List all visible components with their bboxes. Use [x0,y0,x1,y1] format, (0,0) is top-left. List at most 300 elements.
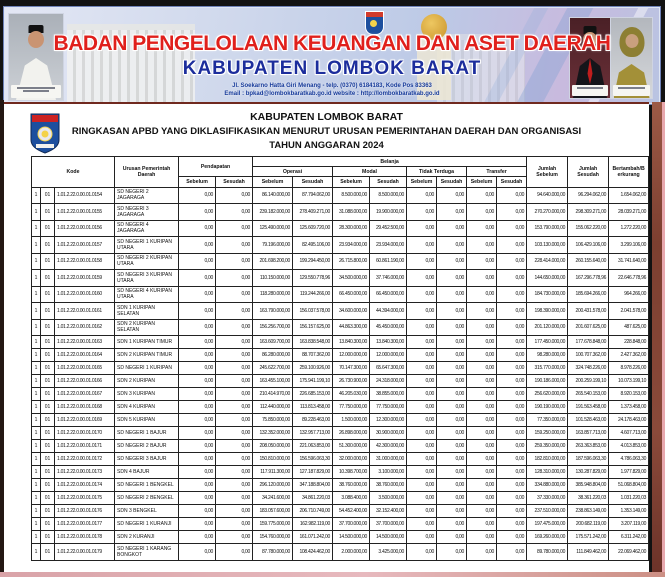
lombok-barat-logo [30,113,60,154]
cell-bertambah-berkurang: 4.786.063,30 [609,453,649,466]
table-row [32,453,649,466]
table-row [32,518,649,531]
cell-urusan: SDN 4 KURIPAN [115,401,179,414]
cell-kode: 1.01.2.22.0.00.01.0163 [55,336,115,349]
document-title-block [4,104,649,151]
cell-bidang: 01 [41,544,55,561]
cell-tidak-terduga-sesudah: 0,00 [437,544,467,561]
cell-bidang: 01 [41,319,55,336]
cell-no: 1 [32,505,41,518]
cell-modal-sebelum: 54.452.400,00 [333,505,370,518]
cell-jumlah-sebelum: 159.250.000,00 [527,427,568,440]
cell-modal-sebelum: 23.934.000,00 [333,237,370,254]
cell-modal-sebelum: 10.398.700,00 [333,466,370,479]
doc-title-main: RINGKASAN APBD YANG DIKLASIFIKASIKAN MENURUT URUSAN PEMERINTAHAN DAERAH DAN ORGANISASI [71,126,582,137]
cell-transfer-sesudah: 0,00 [497,286,527,303]
table-row [32,336,649,349]
cell-jumlah-sesudah: 200.431.578,00 [568,303,609,320]
header-kode: Kode [32,157,115,188]
table-row [32,401,649,414]
cell-operasi-sesudah: 89.228.463,00 [293,414,333,427]
header-jumlah-sesudah: Jumlah Sesudah [568,157,609,188]
cell-kode: 1.01.2.22.0.00.01.0162 [55,319,115,336]
cell-bertambah-berkurang: 22.069.462,00 [609,544,649,561]
cell-transfer-sebelum: 0,00 [467,492,497,505]
cell-transfer-sebelum: 0,00 [467,466,497,479]
cell-no: 1 [32,303,41,320]
cell-no: 1 [32,336,41,349]
cell-tidak-terduga-sebelum: 0,00 [407,204,437,221]
cell-operasi-sebelum: 110.150.000,00 [253,270,293,287]
cell-tidak-terduga-sesudah: 0,00 [437,453,467,466]
cell-pendapatan-sesudah: 0,00 [216,479,253,492]
cell-jumlah-sesudah: 298.309.271,00 [568,204,609,221]
cell-tidak-terduga-sesudah: 0,00 [437,204,467,221]
cell-operasi-sebelum: 132.352.000,00 [253,427,293,440]
cell-kode: 1.01.2.22.0.00.01.0156 [55,220,115,237]
cell-no: 1 [32,204,41,221]
cell-transfer-sebelum: 0,00 [467,237,497,254]
cell-no: 1 [32,220,41,237]
table-row [32,427,649,440]
cell-modal-sebelum: 26.898.000,00 [333,427,370,440]
table-row [32,270,649,287]
cell-modal-sebelum: 8.500.000,00 [333,187,370,204]
cell-transfer-sebelum: 0,00 [467,319,497,336]
cell-no: 1 [32,479,41,492]
cell-jumlah-sebelum: 89.780.000,00 [527,544,568,561]
cell-transfer-sebelum: 0,00 [467,518,497,531]
cell-tidak-terduga-sesudah: 0,00 [437,492,467,505]
cell-urusan: SDN 2 KURANJI [115,531,179,544]
cell-urusan: SDN 3 KURIPAN [115,388,179,401]
cell-operasi-sebelum: 245.622.700,00 [253,362,293,375]
cell-operasi-sebelum: 34.241.600,00 [253,492,293,505]
table-row [32,286,649,303]
cell-operasi-sesudah: 129.550.778,96 [293,270,333,287]
cell-operasi-sebelum: 154.760.000,00 [253,531,293,544]
cell-pendapatan-sebelum: 0,00 [179,303,216,320]
cell-operasi-sebelum: 75.850.000,00 [253,414,293,427]
cell-pendapatan-sebelum: 0,00 [179,401,216,414]
table-row [32,204,649,221]
cell-kode: 1.01.2.22.0.00.01.0172 [55,453,115,466]
table-row [32,479,649,492]
cell-modal-sebelum: 34.500.000,00 [333,270,370,287]
cell-pendapatan-sesudah: 0,00 [216,237,253,254]
cell-jumlah-sesudah: 96.294.062,00 [568,187,609,204]
cell-operasi-sesudah: 34.861.220,03 [293,492,333,505]
cell-bidang: 01 [41,204,55,221]
cell-modal-sebelum: 70.147.300,00 [333,362,370,375]
cell-transfer-sebelum: 0,00 [467,479,497,492]
cell-tidak-terduga-sebelum: 0,00 [407,220,437,237]
cell-operasi-sebelum: 163.609.700,00 [253,336,293,349]
table-row [32,253,649,270]
cell-urusan: SD NEGERI 4 JAGARAGA [115,220,179,237]
cell-tidak-terduga-sebelum: 0,00 [407,388,437,401]
table-row [32,544,649,561]
cell-urusan: SD NEGERI 2 KURIPAN UTARA [115,253,179,270]
cell-modal-sebelum: 46.205.030,00 [333,388,370,401]
header-urusan: Urusan Pemerintah Daerah [115,157,179,188]
cell-operasi-sebelum: 159.775.000,00 [253,518,293,531]
cell-bertambah-berkurang: 6.311.242,00 [609,531,649,544]
cell-kode: 1.01.2.22.0.00.01.0155 [55,204,115,221]
cell-jumlah-sesudah: 260.155.640,00 [568,253,609,270]
header-bertambah-berkurang: Bertambah/Berkurang [609,157,649,188]
cell-bertambah-berkurang: 8.978.226,00 [609,362,649,375]
cell-no: 1 [32,253,41,270]
cell-modal-sesudah: 3.425.000,00 [370,544,407,561]
cell-urusan: SDN 1 KURIPAN SELATAN [115,303,179,320]
cell-pendapatan-sesudah: 0,00 [216,518,253,531]
cell-jumlah-sesudah: 101.528.463,00 [568,414,609,427]
cell-bertambah-berkurang: 1.654.062,00 [609,187,649,204]
cell-modal-sebelum: 51.300.000,00 [333,440,370,453]
cell-jumlah-sesudah: 100.707.362,00 [568,349,609,362]
cell-modal-sesudah: 37.746.000,00 [370,270,407,287]
cell-bidang: 01 [41,466,55,479]
agency-subtitle: KABUPATEN LOMBOK BARAT [182,58,482,79]
header-sesudah: Sesudah [216,177,253,187]
cell-operasi-sesudah: 206.710.749,00 [293,505,333,518]
cell-no: 1 [32,319,41,336]
cell-bidang: 01 [41,349,55,362]
cell-pendapatan-sesudah: 0,00 [216,204,253,221]
address-line-1: Jl. Soekarno Hatta Giri Menang - telp. (0370) 6184183, Kode Pos 83363 [232,83,432,89]
cell-modal-sesudah: 42.300.000,00 [370,440,407,453]
cell-transfer-sesudah: 0,00 [497,388,527,401]
cell-tidak-terduga-sesudah: 0,00 [437,270,467,287]
cell-bertambah-berkurang: 1.373.458,00 [609,401,649,414]
cell-kode: 1.01.2.22.0.00.01.0158 [55,253,115,270]
cell-transfer-sesudah: 0,00 [497,518,527,531]
cell-kode: 1.01.2.22.0.00.01.0169 [55,414,115,427]
cell-no: 1 [32,237,41,254]
cell-pendapatan-sebelum: 0,00 [179,492,216,505]
header-sesudah: Sesudah [293,177,333,187]
cell-operasi-sesudah: 175.941.199,10 [293,375,333,388]
cell-jumlah-sesudah: 130.287.829,00 [568,466,609,479]
cell-bertambah-berkurang: 228.848,00 [609,336,649,349]
cell-transfer-sebelum: 0,00 [467,531,497,544]
cell-bertambah-berkurang: 1.031.220,03 [609,492,649,505]
cell-pendapatan-sesudah: 0,00 [216,286,253,303]
cell-jumlah-sebelum: 153.790.000,00 [527,220,568,237]
header-pendapatan: Pendapatan [179,157,253,177]
cell-tidak-terduga-sebelum: 0,00 [407,440,437,453]
cell-modal-sesudah: 13.840.300,00 [370,336,407,349]
cell-modal-sesudah: 44.394.000,00 [370,303,407,320]
cell-jumlah-sesudah: 191.563.458,00 [568,401,609,414]
cell-transfer-sebelum: 0,00 [467,286,497,303]
cell-bertambah-berkurang: 10.073.199,10 [609,375,649,388]
cell-pendapatan-sebelum: 0,00 [179,479,216,492]
cell-pendapatan-sesudah: 0,00 [216,319,253,336]
cell-transfer-sesudah: 0,00 [497,440,527,453]
cell-bidang: 01 [41,375,55,388]
cell-operasi-sesudah: 156.037.578,00 [293,303,333,320]
cell-kode: 1.01.2.22.0.00.01.0171 [55,440,115,453]
cell-tidak-terduga-sebelum: 0,00 [407,336,437,349]
cell-bertambah-berkurang: 2.041.578,00 [609,303,649,320]
cell-transfer-sesudah: 0,00 [497,187,527,204]
cell-jumlah-sesudah: 106.429.106,00 [568,237,609,254]
cell-bidang: 01 [41,414,55,427]
cell-kode: 1.01.2.22.0.00.01.0177 [55,518,115,531]
cell-operasi-sesudah: 199.294.450,00 [293,253,333,270]
cell-modal-sebelum: 12.000.000,00 [333,349,370,362]
table-row [32,319,649,336]
cell-operasi-sebelum: 86.280.000,00 [253,349,293,362]
cell-transfer-sesudah: 0,00 [497,204,527,221]
cell-pendapatan-sebelum: 0,00 [179,440,216,453]
cell-pendapatan-sebelum: 0,00 [179,253,216,270]
header-operasi: Operasi [253,167,333,177]
agency-title: BADAN PENGELOLAAN KEUANGAN DAN ASET DAERAH [53,32,611,55]
cell-operasi-sesudah: 82.495.106,00 [293,237,333,254]
cell-transfer-sebelum: 0,00 [467,427,497,440]
cell-modal-sebelum: 66.450.000,00 [333,286,370,303]
cell-tidak-terduga-sebelum: 0,00 [407,518,437,531]
header-sebelum: Sebelum [407,177,437,187]
cell-tidak-terduga-sesudah: 0,00 [437,375,467,388]
page-edge-bottom [0,572,665,577]
cell-transfer-sesudah: 0,00 [497,253,527,270]
cell-kode: 1.01.2.22.0.00.01.0167 [55,388,115,401]
cell-kode: 1.01.2.22.0.00.01.0174 [55,479,115,492]
cell-modal-sesudah: 45.450.000,00 [370,319,407,336]
cell-modal-sebelum: 38.760.000,00 [333,479,370,492]
cell-modal-sesudah: 24.318.000,00 [370,375,407,388]
cell-pendapatan-sesudah: 0,00 [216,253,253,270]
cell-tidak-terduga-sesudah: 0,00 [437,531,467,544]
doc-title-region: KABUPATEN LOMBOK BARAT [250,111,403,123]
cell-tidak-terduga-sesudah: 0,00 [437,286,467,303]
cell-modal-sesudah: 3.100.000,00 [370,466,407,479]
cell-jumlah-sebelum: 190.186.000,00 [527,375,568,388]
cell-tidak-terduga-sesudah: 0,00 [437,336,467,349]
cell-urusan: SDN 1 KURIPAN TIMUR [115,336,179,349]
cell-jumlah-sebelum: 103.130.000,00 [527,237,568,254]
cell-tidak-terduga-sesudah: 0,00 [437,479,467,492]
cell-pendapatan-sesudah: 0,00 [216,388,253,401]
cell-urusan: SD NEGERI 2 BAJUR [115,440,179,453]
cell-modal-sebelum: 32.000.000,00 [333,453,370,466]
cell-no: 1 [32,440,41,453]
cell-modal-sesudah: 3.500.000,00 [370,492,407,505]
cell-tidak-terduga-sesudah: 0,00 [437,303,467,320]
cell-tidak-terduga-sebelum: 0,00 [407,401,437,414]
cell-pendapatan-sebelum: 0,00 [179,427,216,440]
cell-transfer-sebelum: 0,00 [467,220,497,237]
table-row [32,388,649,401]
cell-operasi-sesudah: 108.424.462,00 [293,544,333,561]
cell-pendapatan-sebelum: 0,00 [179,531,216,544]
cell-tidak-terduga-sebelum: 0,00 [407,479,437,492]
cell-bertambah-berkurang: 1.977.829,00 [609,466,649,479]
cell-bidang: 01 [41,479,55,492]
cell-jumlah-sebelum: 334.880.000,00 [527,479,568,492]
cell-modal-sebelum: 2.000.000,00 [333,544,370,561]
cell-pendapatan-sebelum: 0,00 [179,319,216,336]
cell-kode: 1.01.2.22.0.00.01.0154 [55,187,115,204]
cell-tidak-terduga-sebelum: 0,00 [407,505,437,518]
cell-modal-sebelum: 14.500.000,00 [333,531,370,544]
cell-bertambah-berkurang: 28.039.271,00 [609,204,649,221]
cell-operasi-sebelum: 112.440.000,00 [253,401,293,414]
cell-jumlah-sebelum: 315.770.000,00 [527,362,568,375]
cell-jumlah-sesudah: 238.863.149,00 [568,505,609,518]
cell-pendapatan-sesudah: 0,00 [216,336,253,349]
cell-operasi-sebelum: 117.911.300,00 [253,466,293,479]
cell-no: 1 [32,375,41,388]
cell-jumlah-sesudah: 177.678.848,00 [568,336,609,349]
cell-modal-sebelum: 44.863.300,00 [333,319,370,336]
cell-jumlah-sesudah: 265.540.153,00 [568,388,609,401]
cell-tidak-terduga-sesudah: 0,00 [437,388,467,401]
cell-bidang: 01 [41,492,55,505]
cell-bidang: 01 [41,220,55,237]
cell-kode: 1.01.2.22.0.00.01.0160 [55,286,115,303]
cell-pendapatan-sesudah: 0,00 [216,375,253,388]
cell-no: 1 [32,531,41,544]
cell-bertambah-berkurang: 3.207.119,00 [609,518,649,531]
cell-urusan: SD NEGERI 3 JAGARAGA [115,204,179,221]
cell-tidak-terduga-sesudah: 0,00 [437,401,467,414]
cell-transfer-sebelum: 0,00 [467,453,497,466]
cell-tidak-terduga-sesudah: 0,00 [437,440,467,453]
cell-pendapatan-sebelum: 0,00 [179,453,216,466]
cell-modal-sesudah: 8.500.000,00 [370,187,407,204]
cell-operasi-sebelum: 79.196.000,00 [253,237,293,254]
cell-jumlah-sebelum: 177.450.000,00 [527,336,568,349]
cell-jumlah-sesudah: 38.361.220,03 [568,492,609,505]
cell-jumlah-sebelum: 237.510.000,00 [527,505,568,518]
cell-jumlah-sesudah: 167.296.778,96 [568,270,609,287]
cell-no: 1 [32,286,41,303]
table-row [32,375,649,388]
header-jumlah-sebelum: Jumlah Sebelum [527,157,568,188]
cell-no: 1 [32,401,41,414]
table-row [32,466,649,479]
cell-operasi-sebelum: 296.120.000,00 [253,479,293,492]
cell-transfer-sebelum: 0,00 [467,270,497,287]
cell-urusan: SD NEGERI 1 KURIPAN UTARA [115,237,179,254]
cell-jumlah-sebelum: 190.190.000,00 [527,401,568,414]
cell-pendapatan-sebelum: 0,00 [179,270,216,287]
cell-bidang: 01 [41,518,55,531]
cell-jumlah-sebelum: 259.350.000,00 [527,440,568,453]
cell-operasi-sesudah: 156.596.063,30 [293,453,333,466]
agency-banner [4,7,660,104]
cell-urusan: SD NEGERI 2 JAGARAGA [115,187,179,204]
cell-jumlah-sesudah: 263.363.853,00 [568,440,609,453]
cell-pendapatan-sebelum: 0,00 [179,518,216,531]
cell-bidang: 01 [41,427,55,440]
cell-modal-sesudah: 12.000.000,00 [370,349,407,362]
cell-operasi-sesudah: 125.609.720,00 [293,220,333,237]
cell-modal-sesudah: 77.750.000,00 [370,401,407,414]
cell-jumlah-sebelum: 270.270.000,00 [527,204,568,221]
cell-pendapatan-sesudah: 0,00 [216,453,253,466]
cell-kode: 1.01.2.22.0.00.01.0176 [55,505,115,518]
doc-title-year: TAHUN ANGGARAN 2024 [269,140,384,151]
cell-operasi-sesudah: 347.188.804,00 [293,479,333,492]
cell-kode: 1.01.2.22.0.00.01.0173 [55,466,115,479]
cell-pendapatan-sesudah: 0,00 [216,466,253,479]
cell-tidak-terduga-sesudah: 0,00 [437,362,467,375]
cell-no: 1 [32,466,41,479]
cell-bidang: 01 [41,401,55,414]
cell-transfer-sesudah: 0,00 [497,427,527,440]
cell-tidak-terduga-sesudah: 0,00 [437,505,467,518]
cell-urusan: SDN 2 KURIPAN [115,375,179,388]
report-document [4,102,649,574]
cell-operasi-sebelum: 150.810.000,00 [253,453,293,466]
cell-tidak-terduga-sesudah: 0,00 [437,237,467,254]
cell-tidak-terduga-sesudah: 0,00 [437,466,467,479]
cell-tidak-terduga-sesudah: 0,00 [437,187,467,204]
cell-modal-sebelum: 1.500.000,00 [333,414,370,427]
cell-bidang: 01 [41,362,55,375]
page-edge-right [652,102,662,572]
header-sebelum: Sebelum [333,177,370,187]
cell-pendapatan-sesudah: 0,00 [216,187,253,204]
cell-transfer-sebelum: 0,00 [467,414,497,427]
cell-no: 1 [32,518,41,531]
cell-jumlah-sesudah: 155.062.220,00 [568,220,609,237]
cell-transfer-sebelum: 0,00 [467,362,497,375]
cell-bertambah-berkurang: 4.013.853,00 [609,440,649,453]
cell-transfer-sebelum: 0,00 [467,303,497,320]
cell-transfer-sebelum: 0,00 [467,544,497,561]
cell-tidak-terduga-sesudah: 0,00 [437,414,467,427]
cell-modal-sesudah: 32.152.400,00 [370,505,407,518]
cell-no: 1 [32,349,41,362]
cell-kode: 1.01.2.22.0.00.01.0170 [55,427,115,440]
cell-transfer-sebelum: 0,00 [467,204,497,221]
cell-urusan: SDN 4 BAJUR [115,466,179,479]
header-tidak-terduga: Tidak Terduga [407,167,467,177]
cell-operasi-sebelum: 183.057.600,00 [253,505,293,518]
cell-bertambah-berkurang: 51.068.804,00 [609,479,649,492]
cell-modal-sesudah: 38.855.000,00 [370,388,407,401]
cell-transfer-sesudah: 0,00 [497,492,527,505]
cell-transfer-sebelum: 0,00 [467,505,497,518]
table-row [32,237,649,254]
cell-pendapatan-sesudah: 0,00 [216,544,253,561]
cell-bertambah-berkurang: 22.646.778,96 [609,270,649,287]
cell-transfer-sesudah: 0,00 [497,336,527,349]
cell-modal-sesudah: 14.500.000,00 [370,531,407,544]
cell-transfer-sebelum: 0,00 [467,388,497,401]
cell-operasi-sebelum: 156.256.700,00 [253,319,293,336]
cell-bidang: 01 [41,237,55,254]
cell-jumlah-sesudah: 185.694.266,00 [568,286,609,303]
cell-transfer-sebelum: 0,00 [467,336,497,349]
cell-pendapatan-sesudah: 0,00 [216,505,253,518]
cell-jumlah-sebelum: 256.620.000,00 [527,388,568,401]
header-sesudah: Sesudah [497,177,527,187]
cell-operasi-sesudah: 162.982.119,00 [293,518,333,531]
cell-urusan: SDN 5 KURIPAN [115,414,179,427]
cell-tidak-terduga-sebelum: 0,00 [407,303,437,320]
cell-bidang: 01 [41,286,55,303]
cell-no: 1 [32,414,41,427]
cell-operasi-sebelum: 163.455.100,00 [253,375,293,388]
